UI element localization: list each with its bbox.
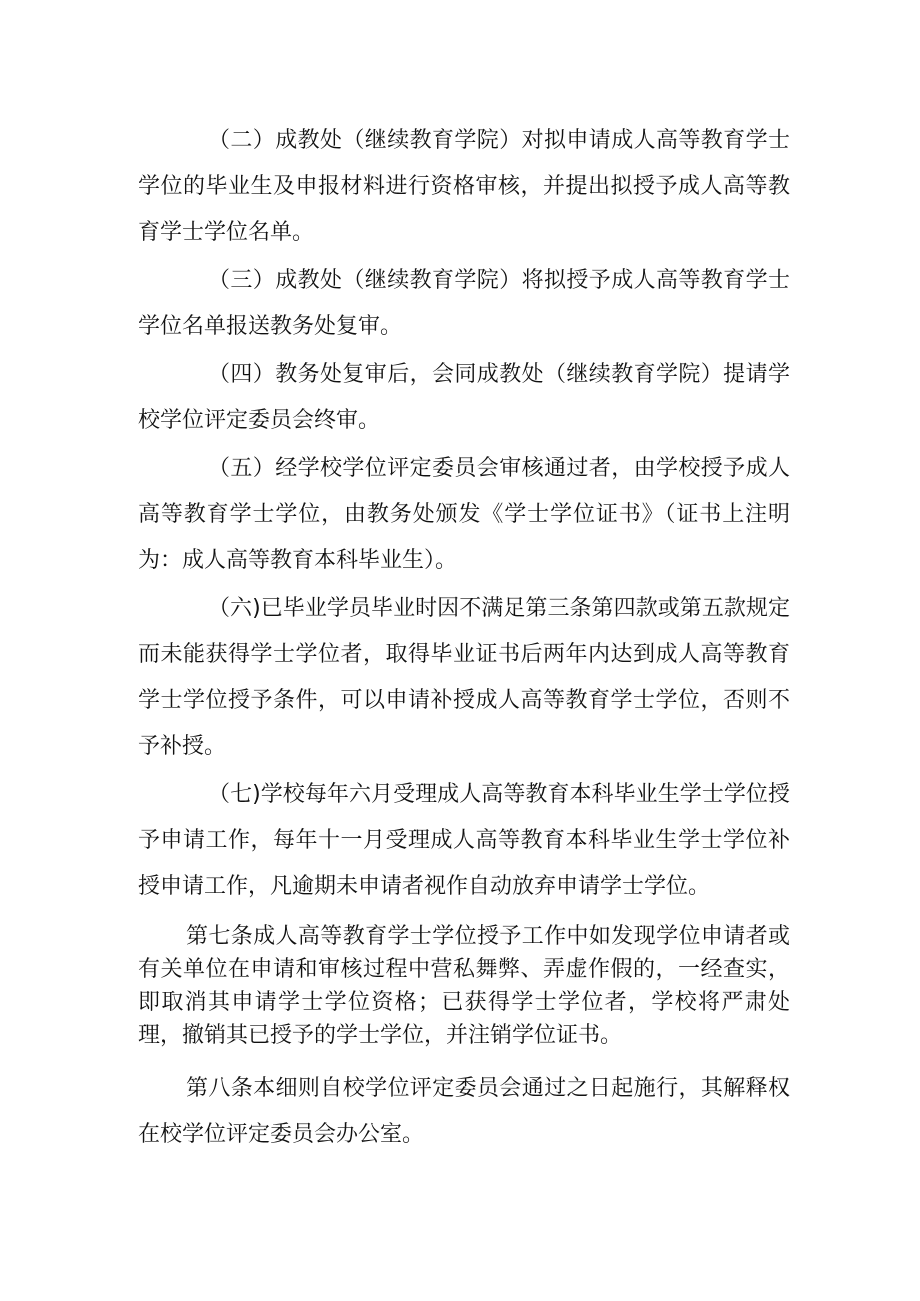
paragraph-item-3: （三）成教处（继续教育学院）将拟授予成人高等教育学士学位名单报送教务处复审。 [138,268,790,339]
paragraph-item-7: （七)学校每年六月受理成人高等教育本科毕业生学士学位授予申请工作，每年十一月受理成人高等教育本科毕业生学士学位补授申请工作，凡逾期未申请者视作自动放弃申请学士学位。 [138,782,790,899]
article-seven: 第七条成人高等教育学士学位授予工作中如发现学位申请者或有关单位在申请和审核过程中营私舞弊、弄虚作假的，一经查实，即取消其申请学士学位资格；已获得学士学位者，学校将严肃处理，撤销其已授予的学士学位，并注销学位证书。 [138,924,790,1048]
paragraph-item-5: （五）经学校学位评定委员会审核通过者，由学校授予成人高等教育学士学位，由教务处颁发《学士学位证书》（证书上注明为：成人高等教育本科毕业生）。 [138,456,790,573]
paragraph-item-2: （二）成教处（继续教育学院）对拟申请成人高等教育学士学位的毕业生及申报材料进行资格审核，并提出拟授予成人高等教育学士学位名单。 [138,128,790,245]
article-eight: 第八条本细则自校学位评定委员会通过之日起施行，其解释权在校学位评定委员会办公室。 [138,1076,790,1147]
document-page [138,118,790,1158]
paragraph-item-6: （六)已毕业学员毕业时因不满足第三条第四款或第五款规定而未能获得学士学位者，取得毕业证书后两年内达到成人高等教育学士学位授予条件，可以申请补授成人高等教育学士学位，否则不予补授。 [138,596,790,759]
paragraph-item-4: （四）教务处复审后，会同成教处（继续教育学院）提请学校学位评定委员会终审。 [138,362,790,433]
